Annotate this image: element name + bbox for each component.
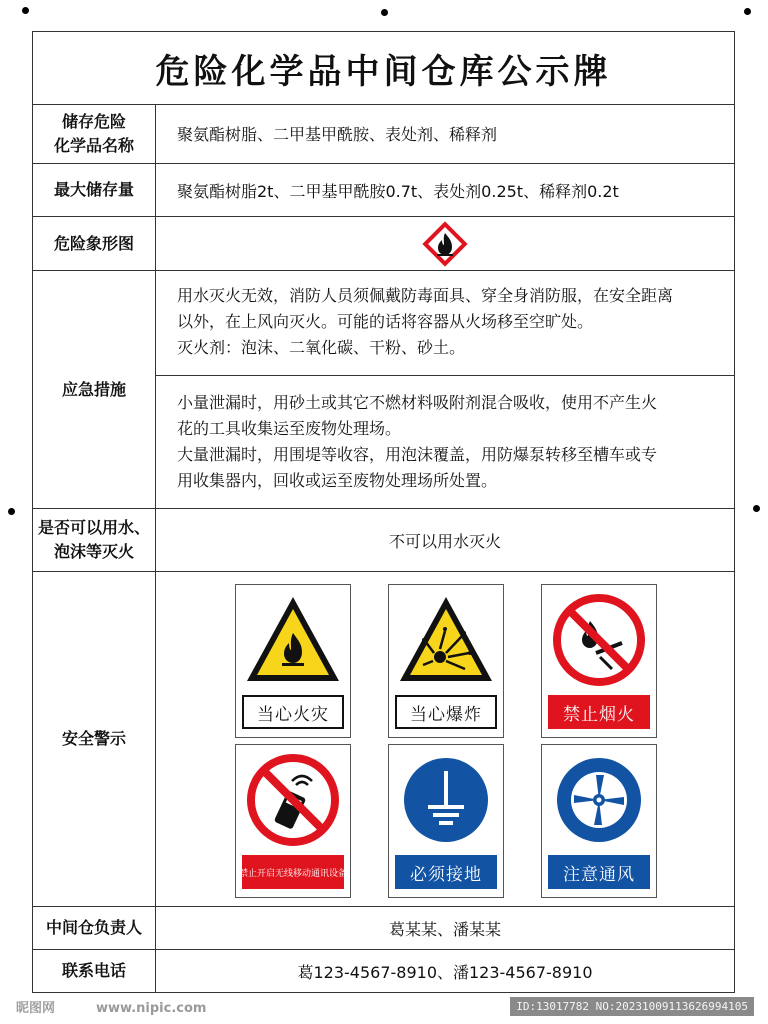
mount-hole bbox=[22, 7, 29, 14]
value-pictogram bbox=[156, 217, 734, 270]
notice-board bbox=[32, 31, 735, 993]
text-line: 大量泄漏时，用围堤等收容，用泡沫覆盖，用防爆泵转移至槽车或专 bbox=[177, 445, 658, 464]
no-fire-icon bbox=[548, 591, 650, 689]
mount-hole bbox=[744, 8, 751, 15]
label-text: 是否可以用水、 泡沫等灭火 bbox=[37, 518, 150, 561]
value-water-extinguish: 不可以用水灭火 bbox=[388, 531, 501, 551]
sign-ventilation bbox=[541, 744, 657, 898]
label-contact-phone: 联系电话 bbox=[33, 950, 156, 992]
sign-caption: 禁止烟火 bbox=[548, 695, 650, 729]
value-contact-phone: 葛123-4567-8910、潘123-4567-8910 bbox=[297, 962, 593, 982]
watermark-id: ID:13017782 NO:20231009113626994105 bbox=[510, 997, 754, 1016]
ventilation-fan-icon bbox=[548, 751, 650, 849]
explosion-warning-icon bbox=[395, 591, 497, 689]
text-line: 花的工具收集运至废物处理场。 bbox=[177, 419, 402, 438]
sign-caption: 禁止开启无线移动通讯设备 bbox=[242, 855, 344, 889]
text-line: 以外，在上风向灭火。可能的话将容器从火场移至空旷处。 bbox=[177, 312, 594, 331]
sign-no-fire bbox=[541, 584, 657, 738]
value-max-storage: 聚氨酯树脂2t、二甲基甲酰胺0.7t、表处剂0.25t、稀释剂0.2t bbox=[177, 181, 619, 201]
row-contact-phone bbox=[33, 950, 734, 992]
label-person-in-charge: 中间仓负责人 bbox=[33, 907, 156, 949]
row-emergency bbox=[33, 271, 734, 509]
sign-caption: 当心火灾 bbox=[242, 695, 344, 729]
sign-fire-warning bbox=[235, 584, 351, 738]
leak-measures bbox=[177, 390, 714, 494]
row-safety-warnings bbox=[33, 572, 734, 907]
no-mobile-phone-icon bbox=[242, 751, 344, 849]
label-max-storage: 最大储存量 bbox=[33, 164, 156, 216]
mount-hole bbox=[381, 9, 388, 16]
label-emergency: 应急措施 bbox=[33, 271, 156, 508]
fire-warning-icon bbox=[242, 591, 344, 689]
emergency-divider bbox=[156, 375, 734, 376]
label-chemical-names bbox=[33, 104, 156, 163]
grounding-icon bbox=[395, 751, 497, 849]
sign-explosion-warning bbox=[388, 584, 504, 738]
label-water-extinguish bbox=[33, 509, 156, 571]
mount-hole bbox=[753, 505, 760, 512]
row-max-storage bbox=[33, 164, 734, 217]
watermark-logo: 昵图网 bbox=[16, 1001, 56, 1016]
label-safety-warnings: 安全警示 bbox=[33, 572, 156, 906]
label-text: 储存危险 化学品名称 bbox=[53, 111, 134, 155]
sign-must-ground bbox=[388, 744, 504, 898]
row-person-in-charge bbox=[33, 907, 734, 950]
text-line: 用水灭火无效，消防人员须佩戴防毒面具、穿全身消防服，在安全距离 bbox=[177, 286, 674, 305]
row-chemical-names bbox=[33, 104, 734, 164]
mount-hole bbox=[8, 508, 15, 515]
text-line: 灭火剂：泡沫、二氧化碳、干粉、砂土。 bbox=[177, 338, 466, 357]
sign-caption: 必须接地 bbox=[395, 855, 497, 889]
text-line: 用收集器内，回收或运至废物处理场所处置。 bbox=[177, 471, 498, 490]
row-pictogram bbox=[33, 217, 734, 271]
value-chemical-names: 聚氨酯树脂、二甲基甲酰胺、表处剂、稀释剂 bbox=[177, 125, 498, 144]
flammable-ghs-icon bbox=[422, 221, 468, 267]
text-line: 小量泄漏时，用砂土或其它不燃材料吸附剂混合吸收，使用不产生火 bbox=[177, 393, 658, 412]
value-person-in-charge: 葛某某、潘某某 bbox=[388, 919, 501, 939]
label-pictogram: 危险象形图 bbox=[33, 217, 156, 270]
watermark-url: www.nipic.com bbox=[96, 1001, 207, 1016]
sign-caption: 注意通风 bbox=[548, 855, 650, 889]
board-title: 危险化学品中间仓库公示牌 bbox=[33, 32, 734, 105]
sign-no-mobile bbox=[235, 744, 351, 898]
fire-measures bbox=[177, 283, 714, 361]
row-water-extinguish bbox=[33, 509, 734, 572]
sign-caption: 当心爆炸 bbox=[395, 695, 497, 729]
